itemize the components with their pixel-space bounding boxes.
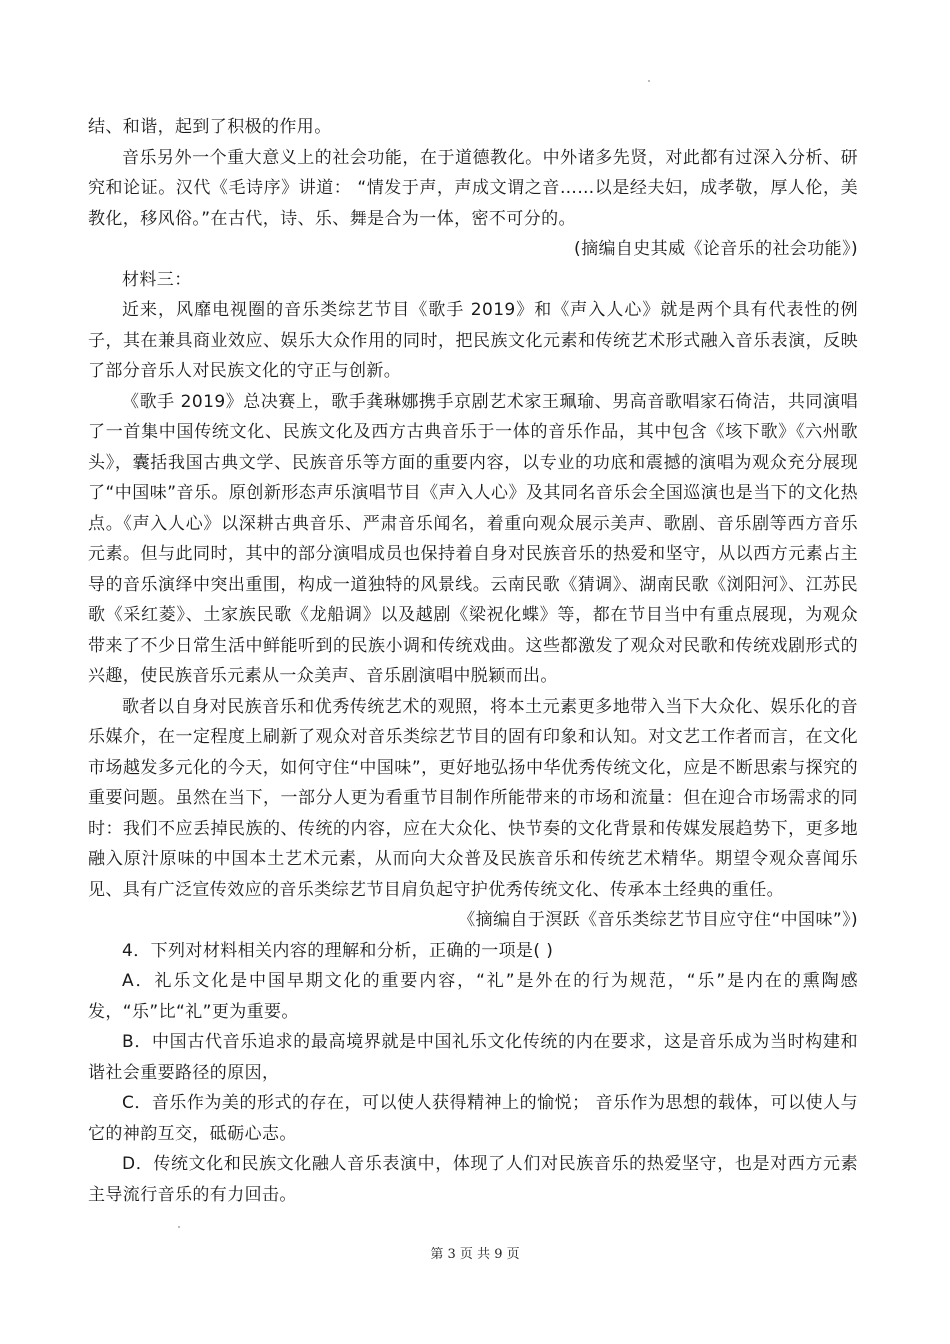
source-citation-1: (摘编自史其威《论音乐的社会功能》)	[574, 239, 858, 259]
option-b: B．中国古代音乐追求的最高境界就是中国礼乐文化传统的内在要求，这是音乐成为当时构建和谐社会重要路径的原因，	[88, 1032, 858, 1083]
paragraph-continuation: 结、和谐，起到了积极的作用。	[88, 117, 332, 137]
paragraph-singers-observation: 歌者以自身对民族音乐和优秀传统艺术的观照，将本土元素更多地带入当下大众化、娱乐化的音乐媒介，在一定程度上刷新了观众对音乐类综艺节目的固有印象和认知。对文艺工作者而言，在文化市场越发多元化的今天，如何守住“中国味”，更好地弘扬中华优秀传统文化，应是不断思索与探究的重要问题。虽然在当下，一部分人更为看重节目制作所能带来的市场和流量：但在迎合市场需求的同时：我们不应丢掉民族的、传统的内容，应在大众化、快节奏的文化背景和传媒发展趋势下，更多地融入原汁原味的中国本土艺术元素，从而向大众普及民族音乐和传统艺术精华。期望令观众喜闻乐见、具有广泛宣传效应的音乐类综艺节目肩负起守护优秀传统文化、传承本土经典的重任。	[88, 696, 858, 900]
page-number: 第 3 页 共 9 页	[430, 1247, 520, 1262]
document-body	[88, 112, 858, 1210]
material-three-heading: 材料三：	[122, 269, 192, 290]
source-citation-2: 《摘编自于溟跃《音乐类综艺节目应守住“中国味”》)	[458, 910, 858, 930]
paragraph-intro-variety-shows: 近来，风靡电视圈的音乐类综艺节目《歌手 2019》和《声入人心》就是两个具有代表性的例子，其在兼具商业效应、娱乐大众作用的同时，把民族文化元素和传统艺术形式融入音乐表演，反映了部分音乐人对民族文化的守正与创新。	[88, 300, 858, 381]
scan-dot-bottom	[178, 1226, 180, 1228]
option-d: D．传统文化和民族文化融人音乐表演中，体现了人们对民族音乐的热爱坚守，也是对西方元素主导流行音乐的有力回击。	[88, 1154, 858, 1205]
option-a: A．礼乐文化是中国早期文化的重要内容，“礼”是外在的行为规范，“乐”是内在的熏陶感发，“乐”比“礼”更为重要。	[88, 971, 858, 1022]
option-c: C．音乐作为美的形式的存在，可以使人获得精神上的愉悦； 音乐作为思想的载体，可以使人与它的神韵互交，砥砺心志。	[88, 1093, 858, 1144]
paragraph-singer-2019: 《歌手 2019》总决赛上，歌手龚琳娜携手京剧艺术家王珮瑜、男高音歌唱家石倚洁，共同演唱了一首集中国传统文化、民族文化及西方古典音乐于一体的音乐作品，其中包含《垓下歌》《六州歌头》，囊括我国古典文学、民族音乐等方面的重要内容，以专业的功底和震撼的演唱为观众充分展现了“中国味”音乐。原创新形态声乐演唱节目《声入人心》及其同名音乐会全国巡演也是当下的文化热点。《声入人心》以深耕古典音乐、严肃音乐闻名，着重向观众展示美声、歌剧、音乐剧等西方音乐元素。但与此同时，其中的部分演唱成员也保持着自身对民族音乐的热爱和坚守，从以西方元素占主导的音乐演绎中突出重围，构成一道独特的风景线。云南民歌《猜调》、湖南民歌《浏阳河》、江苏民歌《采红菱》、土家族民歌《龙船调》以及越剧《梁祝化蝶》等，都在节目当中有重点展现，为观众带来了不少日常生活中鲜能听到的民族小调和传统戏曲。这些都激发了观众对民歌和传统戏剧形式的兴趣，使民族音乐元素从一众美声、音乐剧演唱中脱颖而出。	[88, 391, 858, 686]
question-4: 4．下列对材料相关内容的理解和分析，正确的一项是( )	[122, 940, 554, 961]
scan-dot-top	[648, 80, 650, 82]
paragraph-moral-education: 音乐另外一个重大意义上的社会功能，在于道德教化。中外诸多先贤，对此都有过深入分析、研究和论证。汉代《毛诗序》讲道： “情发于声，声成文谓之音……以是经夫妇，成孝敬，厚人伦，美教化，移风俗。”在古代，诗、乐、舞是合为一体，密不可分的。	[88, 147, 858, 229]
